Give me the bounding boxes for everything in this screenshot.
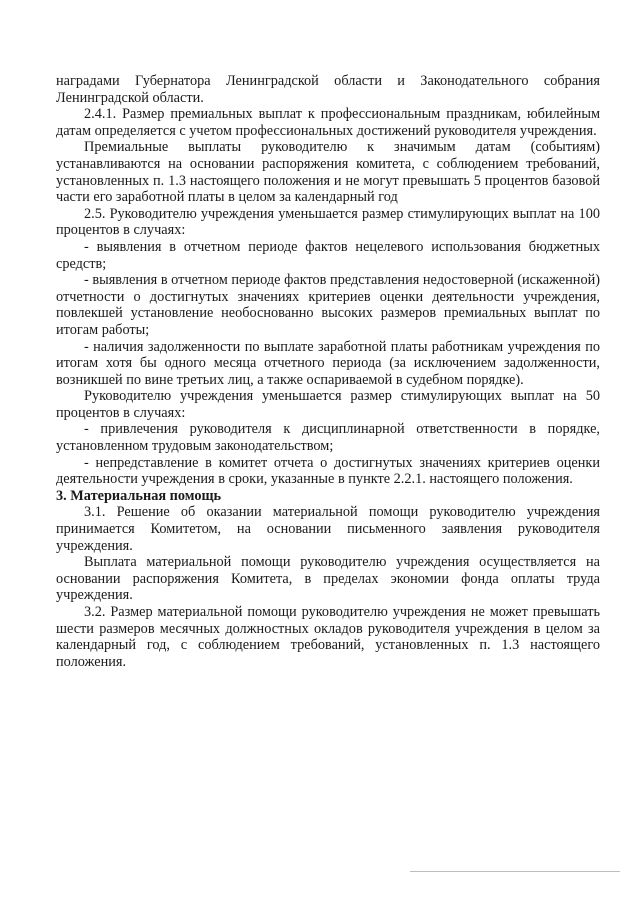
paragraph-2-5: 2.5. Руководителю учреждения уменьшается размер стимулирующих выплат на 100 процентов в случаях:: [56, 205, 600, 239]
paragraph-aid-payment: Выплата материальной помощи руководителю учреждения осуществляется на основании распоряжения Комитета, в пределах экономии фонда оплаты труда учреждения.: [56, 554, 600, 604]
paragraph-3-1: 3.1. Решение об оказании материальной помощи руководителю учреждения принимается Комитетом, на основании письменного заявления руководителя учреждения.: [56, 504, 600, 554]
paragraph-2-4-1: 2.4.1. Размер премиальных выплат к профессиональным праздникам, юбилейным датам определяется с учетом профессиональных достижений руководителя учреждения.: [56, 106, 600, 139]
paragraph-3-2: 3.2. Размер материальной помощи руководителю учреждения не может превышать шести размеров месячных должностных окладов руководителя учреждения в целом за календарный год, с соблюдением требований, установленных п. 1.3 настоящего положения.: [56, 604, 600, 670]
paragraph-significant-dates: Премиальные выплаты руководителю к значимым датам (событиям) устанавливаются на основании распоряжения комитета, с соблюдением требований, установленных п. 1.3 настоящего положения и не могут превышать 5 процентов базовой части его заработной платы в целом за календарный год: [56, 139, 600, 206]
paragraph-continuation: наградами Губернатора Ленинградской области и Законодательного собрания Ленинградской области.: [56, 73, 600, 106]
paragraph-50-percent: Руководителю учреждения уменьшается размер стимулирующих выплат на 50 процентов в случаях:: [56, 388, 600, 421]
list-item-wage-arrears: - наличия задолженности по выплате заработной платы работникам учреждения по итогам хотя бы одного месяца отчетного периода (за исключением задолженности, возникшей по вине третьих лиц, а также оспариваемой в судебном порядке).: [56, 338, 600, 388]
list-item-no-report: - непредставление в комитет отчета о достигнутых значениях критериев оценки деятельности учреждения в сроки, указанные в пункте 2.2.1. настоящего положения.: [56, 454, 600, 488]
list-item-disciplinary: - привлечения руководителя к дисциплинарной ответственности в порядке, установленном трудовым законодательством;: [56, 421, 600, 455]
footer-divider: [410, 871, 620, 872]
list-item-misuse-funds: - выявления в отчетном периоде фактов нецелевого использования бюджетных средств;: [56, 238, 600, 272]
list-item-false-reporting: - выявления в отчетном периоде фактов представления недостоверной (искаженной) отчетности о достигнутых значениях критериев оценки деятельности учреждения, повлекшей установление необоснованно высоких размеров премиальных выплат по итогам работы;: [56, 272, 600, 338]
section-heading-material-aid: 3. Материальная помощь: [56, 487, 222, 504]
document-page: [56, 73, 600, 670]
